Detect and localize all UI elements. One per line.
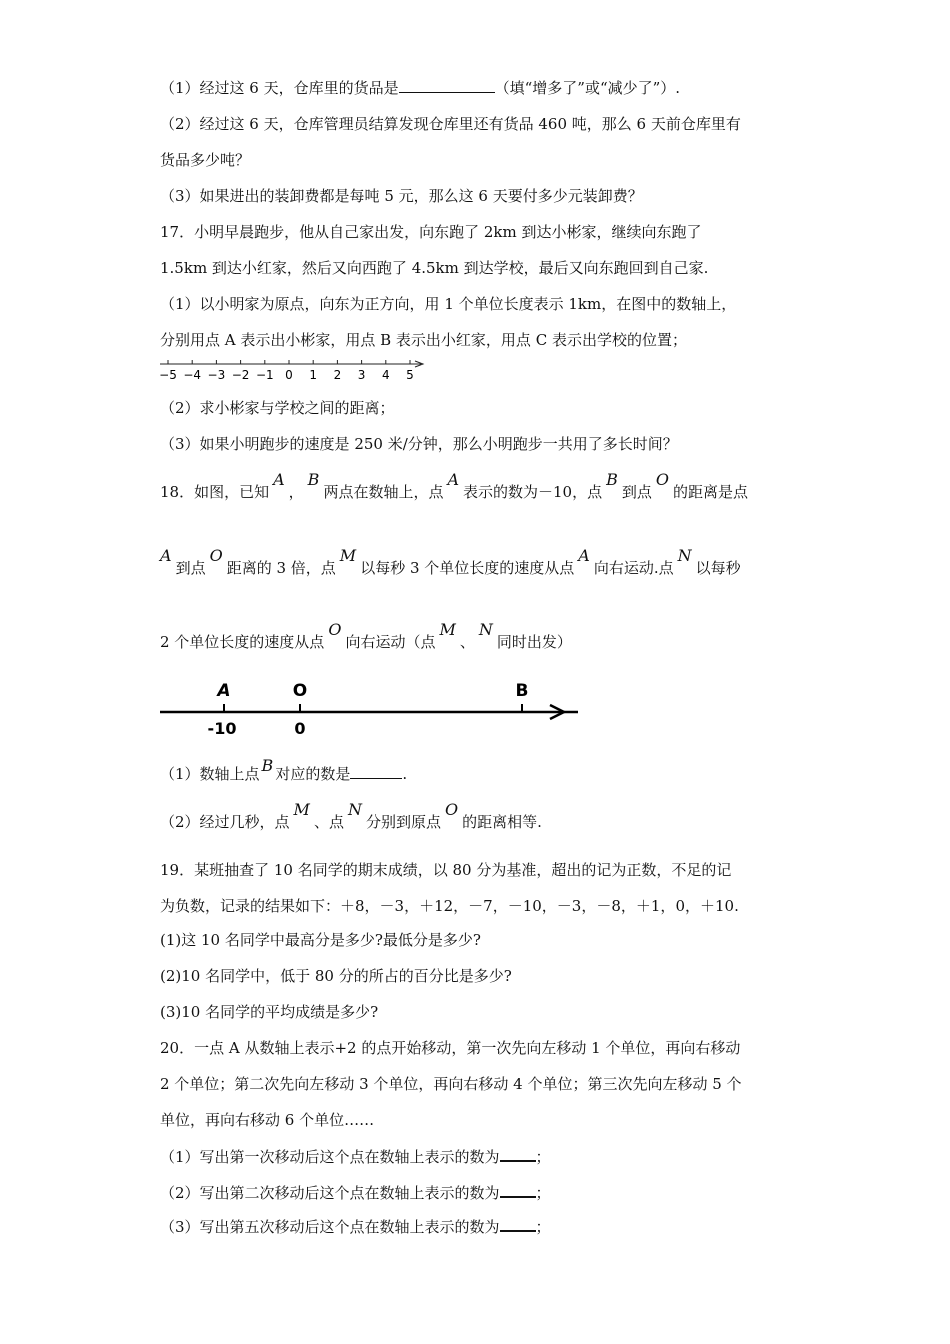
q18-line3: 2 个单位长度的速度从点O向右运动（点M、N同时出发）: [160, 620, 572, 651]
answer-blank[interactable]: [500, 1146, 536, 1162]
var-O: O: [328, 620, 342, 639]
q19-stem-line1: 19．某班抽查了 10 名同学的期末成绩，以 80 分为基准，超出的记为正数，不足的记: [160, 861, 732, 879]
axis-tick-label: −3: [207, 368, 226, 382]
figure-label-A: A: [217, 681, 231, 701]
q18-line1: 18．如图，已知A，B两点在数轴上，点A表示的数为－10，点B到点O的距离是点: [160, 470, 749, 501]
var-A: A: [447, 470, 460, 489]
q18-number-line-figure: [158, 676, 578, 742]
q17-part1-line2: 分别用点 A 表示出小彬家，用点 B 表示出小红家，用点 C 表示出学校的位置；: [160, 331, 687, 349]
axis-tick-label: −2: [231, 368, 250, 382]
axis-tick-label: 0: [285, 368, 293, 382]
var-N: N: [347, 800, 362, 819]
figure-tick-label-A: -10: [207, 719, 237, 738]
q16-part2-line1: （2）经过这 6 天，仓库管理员结算发现仓库里还有货品 460 吨，那么 6 天前仓库里有: [160, 115, 741, 133]
var-A: A: [578, 546, 590, 565]
q19-part2: (2)10 名同学中，低于 80 分的所占的百分比是多少?: [160, 967, 512, 985]
axis-tick-label: 3: [357, 368, 366, 382]
q17-part3: （3）如果小明跑步的速度是 250 米/分钟，那么小明跑步一共用了多长时间？: [160, 435, 678, 453]
q17-part1-line1: （1）以小明家为原点，向东为正方向，用 1 个单位长度表示 1km，在图中的数轴上，: [160, 295, 737, 313]
var-N: N: [677, 546, 692, 565]
q20-part3: （3）写出第五次移动后这个点在数轴上表示的数为 ；: [160, 1218, 551, 1236]
q17-number-line: [155, 358, 435, 384]
var-O: O: [444, 800, 459, 819]
q17-stem-line2: 1.5km 到达小红家，然后又向西跑了 4.5km 到达学校，最后又向东跑回到自己家.: [160, 259, 709, 277]
figure-tick-label-O: 0: [294, 719, 306, 738]
axis-tick-label: 2: [333, 368, 342, 382]
q19-part1: (1)这 10 名同学中最高分是多少?最低分是多少?: [160, 931, 481, 949]
axis-tick-label: −4: [183, 368, 202, 382]
axis-tick-label: 1: [309, 368, 318, 382]
var-M: M: [293, 800, 310, 819]
answer-blank[interactable]: [500, 1182, 536, 1198]
q20-part1: （1）写出第一次移动后这个点在数轴上表示的数为 ；: [160, 1148, 551, 1166]
q16-part1: （1）经过这 6 天，仓库里的货品是 （填“增多了”或“减少了”）.: [160, 79, 681, 97]
axis-tick-label: 5: [406, 368, 414, 382]
var-M: M: [439, 620, 456, 639]
var-B: B: [307, 470, 320, 489]
q16-part3: （3）如果进出的装卸费都是每吨 5 元，那么这 6 天要付多少元装卸费？: [160, 187, 643, 205]
var-B: B: [606, 470, 618, 489]
q20-part2: （2）写出第二次移动后这个点在数轴上表示的数为 ；: [160, 1184, 551, 1202]
figure-label-B: B: [515, 681, 529, 701]
var-O: O: [655, 470, 670, 489]
answer-blank[interactable]: [350, 764, 402, 779]
q18-part2: （2）经过几秒，点M、点N分别到原点O的距离相等.: [160, 800, 542, 831]
q18-part1: （1）数轴上点 B 对应的数是 .: [160, 756, 408, 783]
var-A: A: [273, 470, 285, 489]
figure-label-O: O: [292, 681, 308, 701]
q20-stem-line2: 2 个单位；第二次先向左移动 3 个单位，再向右移动 4 个单位；第三次先向左移动 5 个: [160, 1075, 742, 1093]
q20-stem-line3: 单位，再向右移动 6 个单位……: [160, 1111, 375, 1129]
q19-part3: (3)10 名同学的平均成绩是多少?: [160, 1003, 379, 1021]
q17-stem-line1: 17．小明早晨跑步，他从自己家出发，向东跑了 2km 到达小彬家，继续向东跑了: [160, 223, 702, 241]
var-B: B: [261, 756, 274, 775]
answer-blank[interactable]: [500, 1216, 536, 1232]
q18-line2: A到点O距离的 3 倍，点M以每秒 3 个单位长度的速度从点A向右运动.点N以每秒: [160, 546, 741, 577]
var-O: O: [209, 546, 223, 565]
axis-tick-label: 4: [381, 368, 390, 382]
axis-tick-label: −5: [159, 368, 177, 382]
var-A: A: [160, 546, 172, 565]
var-N: N: [478, 620, 493, 639]
var-M: M: [339, 546, 357, 565]
q17-part2: （2）求小彬家与学校之间的距离；: [160, 399, 395, 417]
answer-blank[interactable]: [399, 78, 495, 93]
q19-stem-line2: 为负数，记录的结果如下：＋8，－3，＋12，－7，－10，－3，－8，＋1，0，＋10.: [160, 897, 739, 915]
q20-stem-line1: 20．一点 A 从数轴上表示+2 的点开始移动，第一次先向左移动 1 个单位，再向右移动: [160, 1039, 741, 1057]
axis-tick-label: −1: [255, 368, 274, 382]
q16-part2-line2: 货品多少吨？: [160, 151, 251, 169]
